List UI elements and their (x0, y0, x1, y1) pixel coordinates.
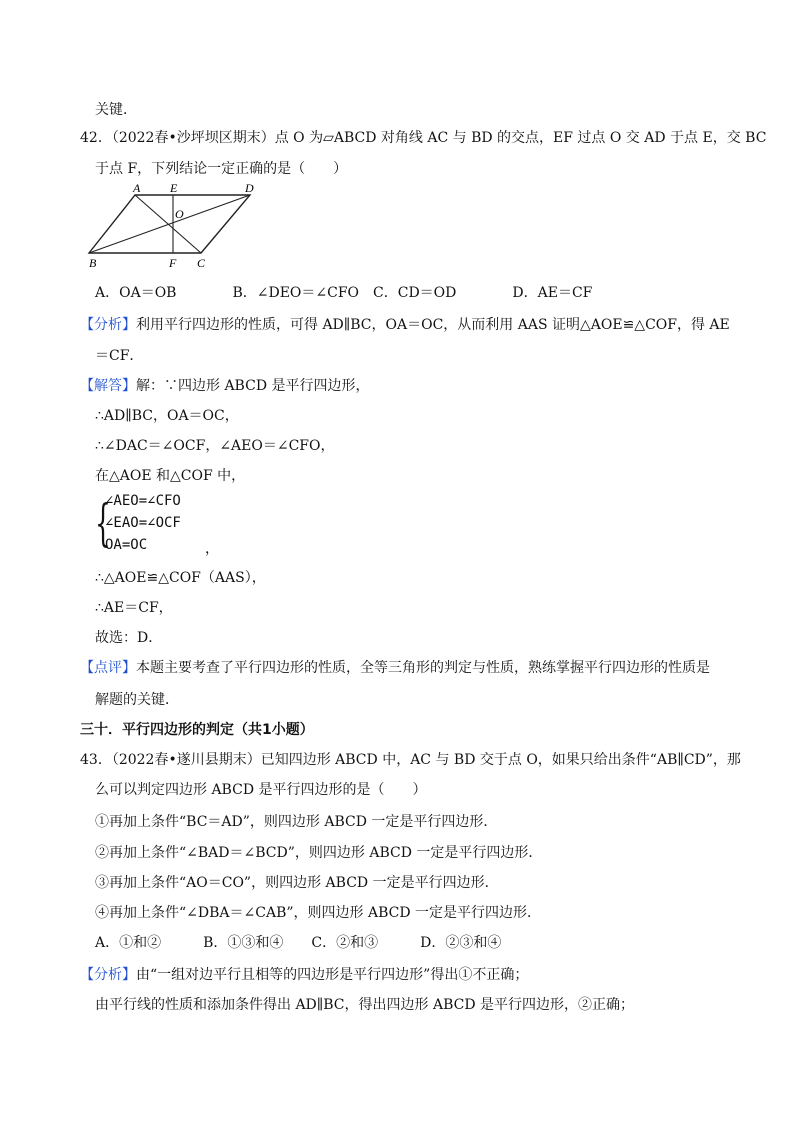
line-text: ①再加上条件“BC＝AD”，则四边形 ABCD 一定是平行四边形． (95, 814, 498, 830)
line-text: 利用平行四边形的性质，可得 AD∥BC，OA＝OC，从而利用 AAS 证明△AOE≌△COF，得 AE (136, 317, 730, 333)
text-line (95, 690, 179, 710)
line-text: A．OA＝OB B．∠DEO＝∠CFO C．CD＝OD D．AE＝CF (95, 285, 593, 301)
system-row-3: OA=OC (105, 537, 148, 553)
line-text: 在△AOE 和△COF 中， (95, 468, 246, 484)
text-line (95, 780, 427, 800)
text-line (95, 598, 173, 618)
text-line (95, 346, 143, 366)
line-text: 由平行线的性质和添加条件得出 AD∥BC，得出四边形 ABCD 是平行四边形，②正确； (95, 997, 635, 1013)
system-row-2: ∠EAO=∠OCF (105, 515, 181, 531)
label-a: A (133, 183, 141, 195)
label-b: B (89, 256, 97, 270)
line-text: ∴∠DAC＝∠OCF，∠AEO＝∠CFO， (95, 438, 335, 454)
line-text: 解题的关键． (95, 692, 179, 708)
text-line (80, 315, 730, 335)
line-text: 么可以判定四边形 ABCD 是平行四边形的是（ ） (95, 782, 427, 798)
line-text: ∴AD∥BC，OA＝OC， (95, 408, 239, 424)
line-text: 于点 F，下列结论一定正确的是（ ） (95, 161, 348, 177)
text-line (95, 995, 634, 1015)
text-line (95, 812, 497, 832)
text-line (80, 658, 710, 678)
parallelogram-figure (85, 183, 265, 273)
text-line (95, 436, 335, 456)
text-line (95, 628, 162, 648)
line-text: 43．（2022春•遂川县期末）已知四边形 ABCD 中，AC 与 BD 交于点 O，如果只给出条件“AB∥CD”，那 (80, 752, 741, 768)
label-o: O (175, 207, 184, 221)
line-text: 解：∵四边形 ABCD 是平行四边形， (136, 378, 370, 394)
text-line (95, 466, 245, 486)
line-text: 42．（2022春•沙坪坝区期末）点 O 为▱ABCD 对角线 AC 与 BD 的交点，EF 过点 O 交 AD 于点 E，交 BC (80, 130, 767, 146)
text-line (95, 406, 239, 426)
line-text: 三十．平行四边形的判定（共1小题） (80, 722, 314, 738)
text-line (95, 873, 499, 893)
section-tag: 【点评】 (80, 660, 136, 676)
system-row-1: ∠AEO=∠CFO (105, 493, 181, 509)
line-text: 本题主要考查了平行四边形的性质，全等三角形的判定与性质，熟练掌握平行四边形的性质是 (136, 660, 710, 676)
text-line (95, 283, 592, 303)
text-line (95, 933, 501, 953)
text-line (95, 903, 541, 923)
label-d: D (245, 183, 254, 195)
equation-system (95, 492, 235, 556)
line-text: 由“一组对边平行且相等的四边形是平行四边形”得出①不正确； (136, 967, 529, 983)
section-tag: 【分析】 (80, 967, 136, 983)
line-text: 故选：D． (95, 630, 163, 646)
section-heading (80, 720, 314, 740)
text-line (95, 100, 137, 120)
section-tag: 【分析】 (80, 317, 136, 333)
line-text: ④再加上条件“∠DBA＝∠CAB”，则四边形 ABCD 一定是平行四边形． (95, 905, 542, 921)
text-line (95, 568, 266, 588)
left-brace: { (95, 494, 111, 552)
text-line (80, 376, 370, 396)
line-text: ②再加上条件“∠BAD＝∠BCD”，则四边形 ABCD 一定是平行四边形． (95, 845, 543, 861)
label-c: C (197, 256, 206, 270)
line-text: ③再加上条件“AO＝CO”，则四边形 ABCD 一定是平行四边形． (95, 875, 499, 891)
text-line (80, 128, 766, 148)
line-text: ＝CF． (95, 348, 144, 364)
text-line (95, 159, 347, 179)
label-f: F (169, 256, 177, 270)
line-text: A．①和② B．①③和④ C．②和③ D．②③和④ (95, 935, 502, 951)
system-tail: ， (205, 541, 219, 557)
label-e: E (170, 183, 178, 195)
line-text: ∴△AOE≌△COF（AAS）， (95, 570, 266, 586)
line-text: 关键． (95, 102, 137, 118)
text-line (80, 750, 741, 770)
text-line (95, 843, 542, 863)
section-tag: 【解答】 (80, 378, 136, 394)
line-text: ∴AE＝CF， (95, 600, 173, 616)
text-line (80, 965, 528, 985)
